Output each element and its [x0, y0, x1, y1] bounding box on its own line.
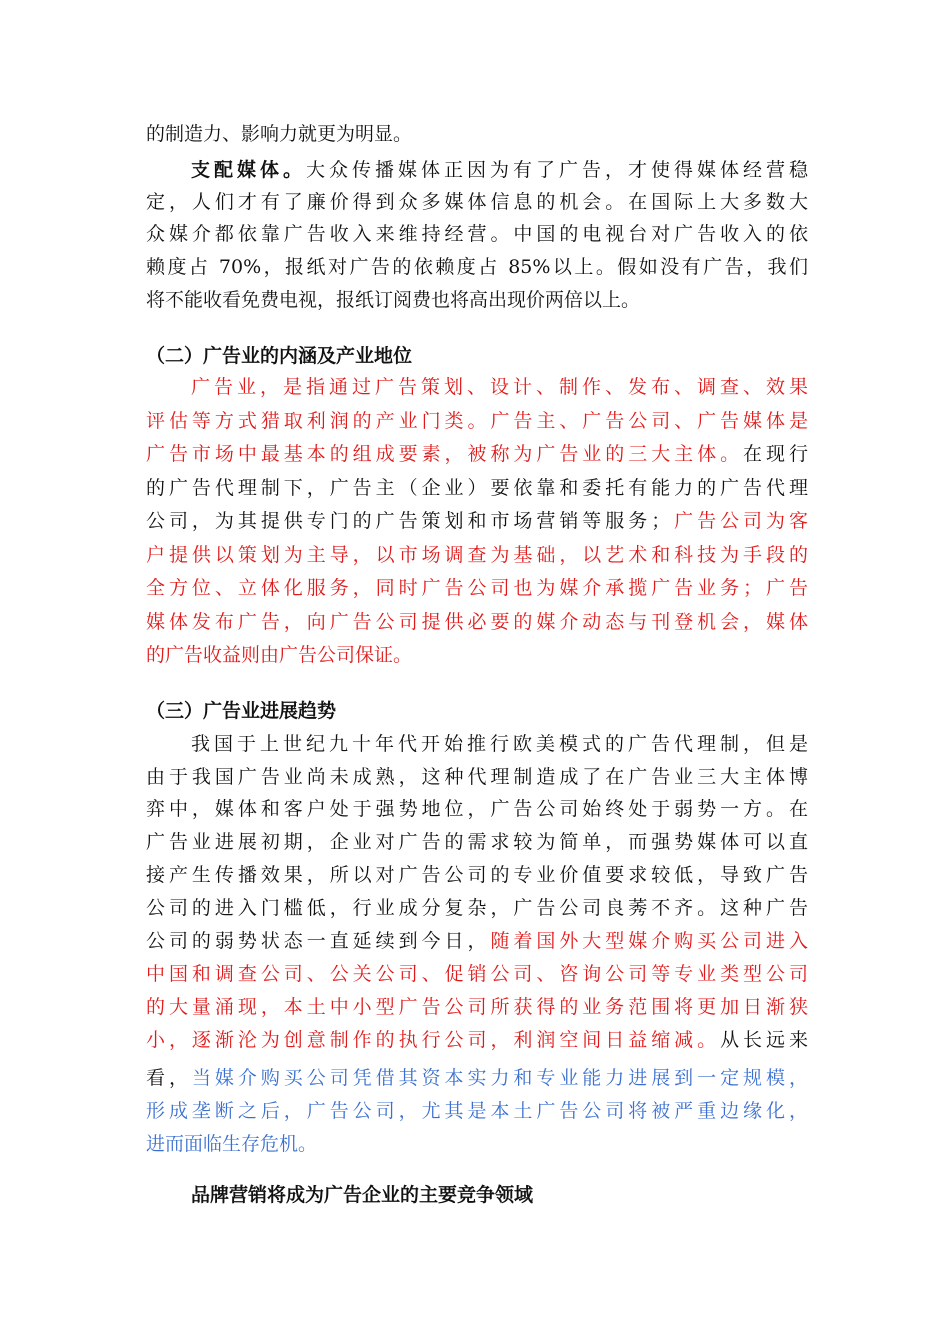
text-run: 接产生传播效果，所以对广告公司的专业价值要求较低，导致广告 [146, 864, 808, 886]
text-run: 众媒介都依靠广告收入来维持经营。中国的电视台对广告收入的依 [146, 223, 808, 245]
text-run: 由于我国广告业尚未成熟，这种代理制造成了在广告业三大主体博 [146, 766, 808, 788]
para-media-line-4 [146, 255, 808, 279]
section2-line-4 [146, 476, 808, 500]
section2-line-2 [146, 409, 808, 433]
text-run-red: 广告市场中最基本的组成要素，被称为广告业的三大主体。 [146, 443, 744, 465]
para-media-line-1 [191, 158, 808, 182]
section3-line-9 [146, 995, 808, 1019]
text-run: 广告业，是指通过广告策划、设计、制作、发布、调查、效果 [191, 376, 808, 398]
section-heading-4: 品牌营销将成为广告企业的主要竞争领域 [191, 1184, 534, 1206]
section2-line-9 [146, 643, 808, 667]
section3-line-1 [191, 732, 808, 756]
text-run: 的大量涌现，本土中小型广告公司所获得的业务范围将更加日渐狭 [146, 996, 808, 1018]
text-run-red: 小，逐渐沦为创意制作的执行公司，利润空间日益缩减。 [146, 1029, 721, 1051]
text-run-blue: 当媒介购买公司凭借其资本实力和专业能力进展到一定规模， [191, 1067, 808, 1089]
text-run: 从长远来 [720, 1029, 808, 1051]
text-run: 大众传播媒体正因为有了广告，才使得媒体经营稳 [306, 159, 808, 181]
section3-line-4 [146, 830, 808, 854]
section2-line-3 [146, 442, 808, 466]
section3-line-2 [146, 765, 808, 789]
text-run: 媒体发布广告，向广告公司提供必要的媒介动态与刊登机会，媒体 [146, 611, 808, 633]
section2-line-7 [146, 576, 808, 600]
text-run: 在现行 [743, 443, 808, 465]
section2-line-1 [191, 375, 808, 399]
text-run: 户提供以策划为主导，以市场调查为基础，以艺术和科技为手段的 [146, 544, 808, 566]
section3-line-13 [146, 1132, 808, 1156]
text-run: 广告业进展初期，企业对广告的需求较为简单，而强势媒体可以直 [146, 831, 808, 853]
text-run: 进而面临生存危机。 [146, 1133, 318, 1155]
section2-line-6 [146, 543, 808, 567]
text-run: 弈中，媒体和客户处于强势地位，广告公司始终处于弱势一方。在 [146, 798, 808, 820]
text-run-red: 随着国外大型媒介购买公司进入 [490, 930, 808, 952]
section3-line-7 [146, 929, 808, 953]
text-run: 评估等方式猎取利润的产业门类。广告主、广告公司、广告媒体是 [146, 410, 808, 432]
section3-line-10 [146, 1028, 808, 1052]
text-run: 我国于上世纪九十年代开始推行欧美模式的广告代理制，但是 [191, 733, 808, 755]
text-run: 的广告代理制下，广告主（企业）要依靠和委托有能力的广告代理 [146, 477, 808, 499]
text-run: 的广告收益则由广告公司保证。 [146, 644, 413, 666]
text-run: 形成垄断之后，广告公司，尤其是本土广告公司将被严重边缘化， [146, 1100, 808, 1122]
text-run: 将不能收看免费电视，报纸订阅费也将高出现价两倍以上。 [146, 289, 641, 311]
section3-line-12 [146, 1099, 808, 1123]
text-run: 中国和调查公司、公关公司、促销公司、咨询公司等专业类型公司 [146, 963, 808, 985]
para-media-lead: 支配媒体。 [191, 159, 306, 181]
section3-line-3 [146, 797, 808, 821]
text-run-red: 广告公司为客 [670, 510, 808, 532]
section3-line-8 [146, 962, 808, 986]
section2-line-8 [146, 610, 808, 634]
text-run: 赖度占 70%，报纸对广告的依赖度占 85%以上。假如没有广告，我们 [146, 256, 808, 278]
text-run: 全方位、立体化服务，同时广告公司也为媒介承揽广告业务；广告 [146, 577, 808, 599]
section-heading-3: （三）广告业进展趋势 [146, 700, 337, 722]
text-run: 看， [146, 1067, 192, 1089]
text-run: 公司，为其提供专门的广告策划和市场营销等服务； [146, 510, 671, 532]
paragraph-continuation [146, 122, 808, 146]
text-run: 公司的进入门槛低，行业成分复杂，广告公司良莠不齐。这种广告 [146, 897, 808, 919]
para-media-line-3 [146, 222, 808, 246]
text-run: 定，人们才有了廉价得到众多媒体信息的机会。在国际上大多数大 [146, 191, 808, 213]
text-run: 公司的弱势状态一直延续到今日， [146, 930, 491, 952]
para-media-line-5 [146, 288, 808, 312]
text-run: 的制造力、影响力就更为明显。 [146, 123, 413, 145]
section3-line-11 [146, 1066, 808, 1090]
section2-line-5 [146, 509, 808, 533]
para-media-line-2 [146, 190, 808, 214]
section-heading-2: （二）广告业的内涵及产业地位 [146, 345, 413, 367]
section3-line-6 [146, 896, 808, 920]
section3-line-5 [146, 863, 808, 887]
